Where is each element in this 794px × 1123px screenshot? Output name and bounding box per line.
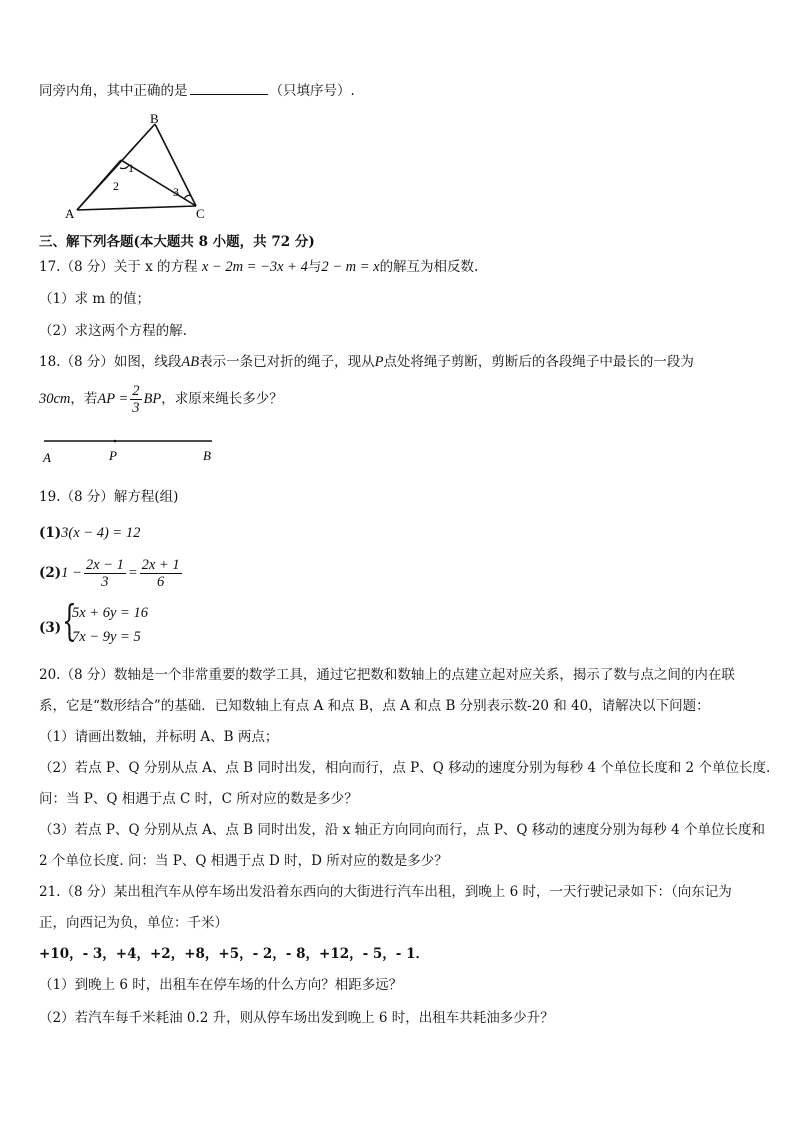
q17-equation-1: x − 2m = −3x + 4: [201, 259, 308, 275]
system-brace: {: [62, 596, 77, 645]
q19-part-2: (2)1 − $\frac{2x - 1}{3}$ = $\frac{2x + 1}{6}$: [39, 557, 180, 590]
q19-part-3-label: (3): [39, 620, 62, 636]
q20-line-3: （1）请画出数轴，并标明 A、B 两点；: [39, 729, 279, 745]
section-heading: 三、解下列各题(本大题共 8 小题，共 72 分): [39, 234, 315, 250]
answer-blank[interactable]: [190, 82, 268, 95]
rope-segment-figure: [40, 436, 230, 466]
q21-line-2: 正，向西记为负，单位：千米）: [39, 915, 228, 931]
angle-2-label: 2: [113, 179, 119, 193]
rope-label-p: P: [109, 448, 117, 463]
rope-label-b: B: [203, 448, 211, 463]
q21-part-1: （1）到晚上 6 时，出租车在停车场的什么方向？相距多远？: [39, 977, 403, 993]
vertex-b-label: B: [150, 111, 159, 126]
q19-part-1: (1)3(x − 4) = 12: [39, 525, 141, 541]
vertex-c-label: C: [196, 206, 205, 221]
q17-equation-2: 2 − m = x: [321, 259, 380, 275]
q18-line-2: 30cm，若AP = $\frac{2}{3}$ BP，求原来绳长多少？: [39, 383, 283, 416]
q19-title: 19.（8 分）解方程(组): [39, 489, 179, 505]
q21-line-1: 21.（8 分）某出租汽车从停车场出发沿着东西向的大街进行汽车出租，到晚上 6 时，一天行驶记录如下：（向东记为: [39, 884, 732, 900]
q18-line-1: 18.（8 分）如图，线段AB表示一条已对折的绳子，现从P点处将绳子剪断，剪断后的各段绳子中最长的一段为: [39, 354, 694, 370]
q17-stem: 17.（8 分）关于 x 的方程 x − 2m = −3x + 4与2 − m = x的解互为相反数.: [39, 259, 479, 275]
q16-tail: 同旁内角，其中正确的是 （只填序号）.: [39, 83, 355, 99]
q17-part-1: （1）求 m 的值；: [39, 291, 150, 307]
q19-system-eq-1: 5x + 6y = 16: [72, 605, 148, 621]
q20-line-7: 2 个单位长度. 问：当 P、Q 相遇于点 D 时，D 所对应的数是多少？: [39, 853, 448, 869]
q20-line-1: 20.（8 分）数轴是一个非常重要的数学工具，通过它把数和数轴上的点建立起对应关系，揭示了数与点之间的内在联: [39, 667, 735, 683]
vertex-a-label: A: [65, 206, 75, 221]
angle-1-label: 1: [128, 161, 134, 175]
triangle-figure: [60, 110, 220, 222]
q21-part-2: （2）若汽车每千米耗油 0.2 升，则从停车场出发到晚上 6 时，出租车共耗油多少升？: [39, 1010, 554, 1026]
angle-3-label: 3: [173, 185, 179, 199]
q18-fraction: $\frac{2}{3}$: [132, 383, 140, 416]
q19-system-eq-2: 7x − 9y = 5: [72, 629, 141, 645]
q20-line-2: 系，它是“数形结合”的基础．已知数轴上有点 A 和点 B，点 A 和点 B 分别表示数-20 和 40，请解决以下问题：: [39, 698, 710, 714]
q21-records: +10，- 3，+4，+2，+8，+5，- 2，- 8，+12，- 5，- 1．: [39, 946, 429, 962]
q20-line-4: （2）若点 P、Q 分别从点 A、点 B 同时出发，相向而行，点 P、Q 移动的速度分别为每秒 4 个单位长度和 2 个单位长度.: [39, 760, 771, 776]
q20-line-6: （3）若点 P、Q 分别从点 A、点 B 同时出发，沿 x 轴正方向同向而行，点 P、Q 移动的速度分别为每秒 4 个单位长度和: [39, 822, 765, 838]
rope-label-a: A: [43, 450, 51, 465]
q17-part-2: （2）求这两个方程的解.: [39, 323, 187, 339]
q20-line-5: 问：当 P、Q 相遇于点 C 时，C 所对应的数是多少？: [39, 791, 358, 807]
